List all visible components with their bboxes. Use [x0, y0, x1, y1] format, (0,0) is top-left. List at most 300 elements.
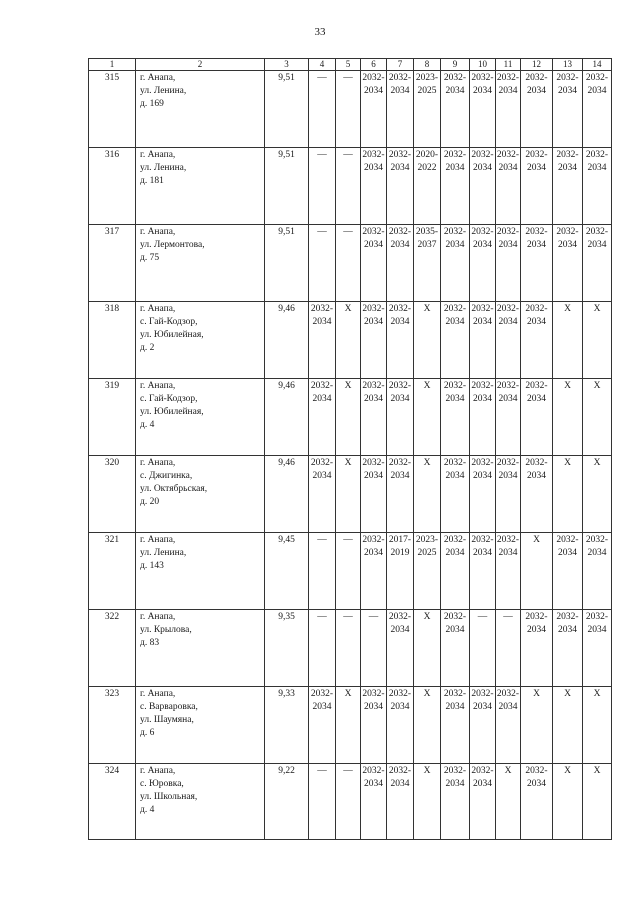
period-cell-col-10	[470, 148, 496, 225]
period-text: 2032-	[443, 458, 467, 468]
address-line: ул. Юбилейная,	[140, 330, 204, 340]
period-cell-col-8	[414, 148, 441, 225]
period-text: 2034	[445, 317, 465, 327]
period-text: —	[343, 150, 353, 160]
period-text: 2032-	[556, 612, 579, 622]
period-text: 2034	[498, 394, 518, 404]
period-text: 2034	[587, 625, 607, 635]
period-text: 2032-	[443, 689, 467, 699]
period-text: 2034	[473, 240, 492, 250]
period-cell-col-6	[361, 71, 387, 148]
period-cell-col-5	[336, 764, 361, 840]
column-header-12: 12	[521, 59, 553, 71]
score-value: 9,51	[265, 148, 309, 225]
period-cell-col-7	[387, 456, 414, 533]
period-cell-col-13	[553, 71, 583, 148]
period-text: X	[593, 304, 601, 314]
table-row	[89, 764, 612, 840]
address-line: д. 75	[140, 253, 160, 263]
period-text: 2032-	[362, 689, 385, 699]
address-line: д. 83	[140, 638, 160, 648]
period-cell-col-8	[414, 610, 441, 687]
address-line: с. Джигинка,	[140, 471, 193, 481]
address-line: д. 6	[140, 728, 155, 738]
address-line: г. Анапа,	[140, 689, 176, 699]
period-cell-col-8	[414, 764, 441, 840]
period-text: 2034	[445, 471, 465, 481]
period-text: 2032-	[362, 458, 385, 468]
period-cell-col-9	[441, 225, 470, 302]
period-cell-col-7	[387, 225, 414, 302]
period-text: 2025	[417, 86, 437, 96]
table-row	[89, 225, 612, 302]
period-cell-col-10	[470, 456, 496, 533]
period-text: 2032-	[362, 304, 385, 314]
period-text: 2032-	[362, 227, 385, 237]
table-row	[89, 533, 612, 610]
period-text: 2034	[445, 548, 465, 558]
period-text: 2032-	[471, 689, 494, 699]
period-text: 2034	[473, 394, 492, 404]
period-text: 2034	[498, 86, 518, 96]
period-cell-col-4	[309, 764, 336, 840]
period-text: X	[533, 689, 540, 699]
period-text: X	[423, 458, 431, 468]
address-line: д. 2	[140, 343, 155, 353]
period-text: 2032-	[310, 458, 334, 468]
period-text: 2032-	[388, 227, 412, 237]
period-cell-col-6	[361, 225, 387, 302]
period-cell-col-11	[496, 148, 521, 225]
period-cell-col-7	[387, 302, 414, 379]
period-text: 2032-	[362, 766, 385, 776]
period-text: 2032-	[443, 381, 467, 391]
row-number: 316	[89, 148, 136, 225]
period-cell-col-13	[553, 687, 583, 764]
period-text: 2034	[473, 163, 492, 173]
period-text: 2032-	[388, 304, 412, 314]
period-cell-col-7	[387, 764, 414, 840]
period-cell-col-11	[496, 71, 521, 148]
period-text: —	[317, 535, 327, 545]
period-text: 2032-	[496, 227, 520, 237]
score-value: 9,51	[265, 71, 309, 148]
period-text: —	[317, 766, 327, 776]
period-cell-col-12	[521, 302, 553, 379]
period-cell-col-7	[387, 379, 414, 456]
period-text: 2035-	[415, 227, 439, 237]
period-text: X	[423, 689, 431, 699]
period-text: 2032-	[585, 227, 609, 237]
period-text: 2032-	[362, 381, 385, 391]
column-header-1: 1	[89, 59, 136, 71]
period-text: 2034	[364, 86, 383, 96]
period-cell-col-13	[553, 533, 583, 610]
score-value: 9,51	[265, 225, 309, 302]
period-cell-col-11	[496, 533, 521, 610]
period-cell-col-5	[336, 148, 361, 225]
period-cell-col-11	[496, 225, 521, 302]
period-text: X	[344, 689, 352, 699]
period-cell-col-10	[470, 687, 496, 764]
period-cell-col-5	[336, 533, 361, 610]
period-text: 2034	[527, 317, 546, 327]
period-cell-col-5	[336, 302, 361, 379]
period-text: 2034	[312, 702, 332, 712]
period-cell-col-4	[309, 456, 336, 533]
period-text: —	[343, 612, 353, 622]
column-header-9: 9	[441, 59, 470, 71]
period-text: 2034	[364, 779, 383, 789]
period-text: 2023-	[415, 535, 439, 545]
column-header-14: 14	[583, 59, 612, 71]
period-text: 2032-	[388, 73, 412, 83]
address-line: д. 143	[140, 561, 164, 571]
period-text: 2034	[527, 163, 546, 173]
period-cell-col-14	[583, 456, 612, 533]
address-line: ул. Юбилейная,	[140, 407, 204, 417]
period-text: 2032-	[471, 73, 494, 83]
period-cell-col-9	[441, 764, 470, 840]
row-number: 315	[89, 71, 136, 148]
column-number-row	[89, 59, 612, 71]
period-cell-col-4	[309, 610, 336, 687]
period-text: 2032-	[471, 381, 494, 391]
period-cell-col-4	[309, 225, 336, 302]
period-cell-col-5	[336, 610, 361, 687]
period-text: 2034	[445, 86, 465, 96]
period-text: 2032-	[388, 689, 412, 699]
table-row	[89, 379, 612, 456]
period-text: 2032-	[525, 612, 548, 622]
period-text: 2034	[587, 86, 607, 96]
period-text: 2032-	[556, 73, 579, 83]
address-line: с. Гай-Кодзор,	[140, 317, 198, 327]
score-value: 9,46	[265, 456, 309, 533]
period-cell-col-8	[414, 302, 441, 379]
period-cell-col-12	[521, 764, 553, 840]
address-line: г. Анапа,	[140, 458, 176, 468]
address-line: г. Анапа,	[140, 227, 176, 237]
period-text: 2032-	[443, 150, 467, 160]
period-text: 2034	[364, 394, 383, 404]
period-text: 2032-	[471, 150, 494, 160]
period-text: —	[343, 227, 353, 237]
score-value: 9,35	[265, 610, 309, 687]
period-text: 2034	[390, 86, 410, 96]
period-text: 2023-	[415, 73, 439, 83]
period-text: X	[344, 458, 352, 468]
housing-repair-table	[88, 58, 612, 840]
period-text: 2032-	[471, 766, 494, 776]
period-text: 2032-	[525, 381, 548, 391]
period-text: 2034	[527, 240, 546, 250]
address-line: д. 20	[140, 497, 160, 507]
period-text: 2020-	[415, 150, 439, 160]
column-header-6: 6	[361, 59, 387, 71]
address-cell	[136, 456, 265, 533]
period-text: 2032-	[525, 150, 548, 160]
period-text: 2034	[445, 240, 465, 250]
score-value: 9,33	[265, 687, 309, 764]
address-line: ул. Шаумяна,	[140, 715, 194, 725]
period-cell-col-4	[309, 148, 336, 225]
period-cell-col-14	[583, 610, 612, 687]
period-cell-col-5	[336, 456, 361, 533]
period-text: 2032-	[362, 535, 385, 545]
period-cell-col-6	[361, 456, 387, 533]
column-header-13: 13	[553, 59, 583, 71]
period-text: 2032-	[471, 535, 494, 545]
period-text: 2032-	[525, 73, 548, 83]
period-text: 2034	[364, 163, 383, 173]
row-number: 320	[89, 456, 136, 533]
page-number: 33	[314, 26, 326, 38]
period-cell-col-10	[470, 225, 496, 302]
period-text: 2032-	[310, 689, 334, 699]
period-text: 2034	[558, 86, 577, 96]
period-text: 2034	[527, 625, 546, 635]
period-text: 2032-	[443, 535, 467, 545]
period-text: 2032-	[525, 227, 548, 237]
period-cell-col-6	[361, 533, 387, 610]
period-cell-col-13	[553, 610, 583, 687]
period-text: —	[477, 612, 488, 622]
table-row	[89, 687, 612, 764]
period-text: X	[423, 612, 431, 622]
period-text: 2032-	[585, 73, 609, 83]
period-text: 2017-	[388, 535, 412, 545]
period-text: 2034	[445, 779, 465, 789]
period-text: 2034	[527, 86, 546, 96]
period-cell-col-11	[496, 610, 521, 687]
address-cell	[136, 148, 265, 225]
period-text: X	[593, 458, 601, 468]
row-number: 317	[89, 225, 136, 302]
period-cell-col-13	[553, 764, 583, 840]
period-text: 2034	[445, 702, 465, 712]
column-header-2: 2	[136, 59, 265, 71]
period-text: 2034	[312, 394, 332, 404]
address-line: ул. Ленина,	[140, 86, 187, 96]
address-line: с. Юровка,	[140, 779, 184, 789]
period-text: 2034	[587, 163, 607, 173]
period-text: 2032-	[443, 227, 467, 237]
column-header-5: 5	[336, 59, 361, 71]
period-cell-col-6	[361, 764, 387, 840]
period-cell-col-11	[496, 379, 521, 456]
period-text: —	[343, 766, 353, 776]
period-cell-col-14	[583, 71, 612, 148]
table-row	[89, 610, 612, 687]
score-value: 9,22	[265, 764, 309, 840]
period-text: —	[317, 612, 327, 622]
period-text: 2034	[445, 625, 465, 635]
period-cell-col-4	[309, 302, 336, 379]
period-text: 2034	[390, 471, 410, 481]
period-text: 2034	[364, 317, 383, 327]
address-line: с. Варваровка,	[140, 702, 198, 712]
period-cell-col-6	[361, 687, 387, 764]
period-text: 2034	[498, 240, 518, 250]
period-text: 2032-	[443, 73, 467, 83]
period-text: 2034	[558, 240, 577, 250]
period-text: 2034	[498, 471, 518, 481]
period-cell-col-13	[553, 148, 583, 225]
address-cell	[136, 302, 265, 379]
period-text: X	[593, 689, 601, 699]
period-cell-col-8	[414, 379, 441, 456]
period-text: X	[344, 381, 352, 391]
period-cell-col-9	[441, 687, 470, 764]
period-cell-col-6	[361, 610, 387, 687]
period-text: 2032-	[388, 150, 412, 160]
period-cell-col-10	[470, 533, 496, 610]
address-line: ул. Лермонтова,	[140, 240, 205, 250]
period-text: —	[503, 612, 513, 622]
period-text: 2034	[364, 471, 383, 481]
period-text: 2032-	[556, 227, 579, 237]
period-text: 2032-	[443, 766, 467, 776]
period-cell-col-8	[414, 71, 441, 148]
address-line: д. 181	[140, 176, 164, 186]
period-text: 2034	[473, 548, 492, 558]
period-cell-col-6	[361, 302, 387, 379]
period-text: 2034	[558, 625, 577, 635]
row-number: 323	[89, 687, 136, 764]
table-row	[89, 302, 612, 379]
period-text: X	[593, 381, 601, 391]
period-text: 2034	[498, 317, 518, 327]
address-line: ул. Крылова,	[140, 625, 192, 635]
period-text: —	[317, 227, 327, 237]
period-cell-col-7	[387, 533, 414, 610]
period-text: 2032-	[496, 150, 520, 160]
period-text: 2037	[417, 240, 437, 250]
period-cell-col-5	[336, 71, 361, 148]
period-text: 2032-	[310, 304, 334, 314]
period-text: X	[344, 304, 352, 314]
period-text: —	[368, 612, 379, 622]
period-text: 2032-	[496, 535, 520, 545]
period-text: 2032-	[388, 381, 412, 391]
period-text: 2034	[390, 625, 410, 635]
period-cell-col-13	[553, 225, 583, 302]
address-line: г. Анапа,	[140, 304, 176, 314]
period-text: 2034	[558, 163, 577, 173]
period-cell-col-14	[583, 148, 612, 225]
period-text: 2032-	[556, 150, 579, 160]
period-text: 2025	[417, 548, 437, 558]
address-line: г. Анапа,	[140, 535, 176, 545]
period-text: 2032-	[310, 381, 334, 391]
column-header-7: 7	[387, 59, 414, 71]
period-cell-col-12	[521, 456, 553, 533]
period-text: 2034	[498, 702, 518, 712]
period-text: 2032-	[496, 73, 520, 83]
column-header-4: 4	[309, 59, 336, 71]
period-cell-col-7	[387, 687, 414, 764]
period-text: 2034	[473, 779, 492, 789]
period-cell-col-12	[521, 610, 553, 687]
period-cell-col-9	[441, 610, 470, 687]
table-row	[89, 148, 612, 225]
period-cell-col-10	[470, 610, 496, 687]
period-cell-col-13	[553, 302, 583, 379]
period-cell-col-12	[521, 687, 553, 764]
address-cell	[136, 533, 265, 610]
period-cell-col-10	[470, 71, 496, 148]
period-cell-col-13	[553, 379, 583, 456]
address-line: г. Анапа,	[140, 73, 176, 83]
period-text: 2032-	[443, 612, 467, 622]
period-cell-col-8	[414, 225, 441, 302]
period-cell-col-9	[441, 302, 470, 379]
period-text: —	[343, 535, 353, 545]
period-text: X	[423, 766, 431, 776]
period-cell-col-14	[583, 533, 612, 610]
period-text: 2032-	[525, 304, 548, 314]
period-cell-col-8	[414, 456, 441, 533]
period-text: 2032-	[362, 150, 385, 160]
period-cell-col-14	[583, 687, 612, 764]
address-line: с. Гай-Кодзор,	[140, 394, 198, 404]
period-text: 2034	[390, 163, 410, 173]
period-text: 2034	[312, 471, 332, 481]
period-text: 2034	[364, 240, 383, 250]
period-cell-col-4	[309, 71, 336, 148]
period-text: 2032-	[388, 766, 412, 776]
period-cell-col-9	[441, 456, 470, 533]
period-text: 2034	[364, 548, 383, 558]
period-cell-col-9	[441, 148, 470, 225]
address-cell	[136, 379, 265, 456]
period-text: X	[564, 766, 571, 776]
period-text: 2022	[417, 163, 437, 173]
period-cell-col-7	[387, 148, 414, 225]
address-cell	[136, 71, 265, 148]
period-text: X	[564, 381, 571, 391]
period-cell-col-9	[441, 533, 470, 610]
address-line: г. Анапа,	[140, 766, 176, 776]
period-cell-col-14	[583, 379, 612, 456]
period-text: 2034	[364, 702, 383, 712]
period-text: 2034	[527, 394, 546, 404]
period-text: 2032-	[585, 150, 609, 160]
period-cell-col-4	[309, 687, 336, 764]
period-text: 2034	[390, 702, 410, 712]
row-number: 324	[89, 764, 136, 840]
period-text: 2032-	[443, 304, 467, 314]
address-cell	[136, 687, 265, 764]
row-number: 319	[89, 379, 136, 456]
period-text: 2032-	[525, 458, 548, 468]
period-text: 2032-	[471, 304, 494, 314]
column-header-11: 11	[496, 59, 521, 71]
score-value: 9,46	[265, 302, 309, 379]
period-cell-col-7	[387, 610, 414, 687]
period-cell-col-14	[583, 764, 612, 840]
period-text: X	[564, 689, 571, 699]
table-row	[89, 71, 612, 148]
period-text: 2034	[558, 548, 577, 558]
period-text: 2032-	[471, 227, 494, 237]
period-cell-col-12	[521, 225, 553, 302]
period-text: 2034	[390, 240, 410, 250]
period-cell-col-9	[441, 379, 470, 456]
period-text: 2034	[498, 548, 518, 558]
column-header-8: 8	[414, 59, 441, 71]
